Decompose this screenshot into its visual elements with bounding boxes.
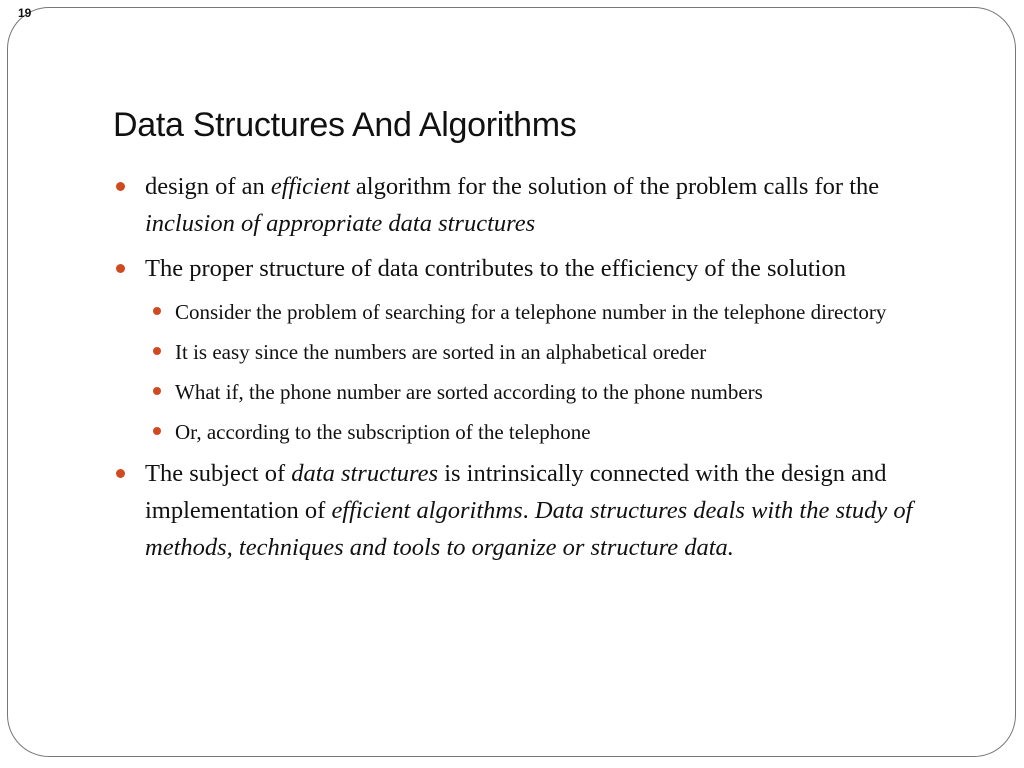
sub-bullet-item [113,335,973,369]
sub-bullet-item [113,375,973,409]
bullet-list [113,168,973,574]
bullet-item [113,455,973,566]
bullet-text: data structures [291,460,439,487]
bullet-dot-icon [116,264,125,273]
bullet-dot-icon [153,427,161,435]
bullet-text: is intrinsically connected with the design and implementation of [145,460,887,524]
bullet-dot-icon [153,347,161,355]
bullet-text: The subject of [145,460,292,487]
bullet-text: . [522,497,535,524]
bullet-text: The proper structure of data contributes to the efficiency of the solution [145,255,846,282]
slide-title: Data Structures And Algorithms [113,106,577,144]
sub-bullet-item [113,415,973,449]
bullet-text: Or, according to the subscription of the telephone [175,420,591,444]
sub-bullet-item [113,295,973,329]
bullet-text: It is easy since the numbers are sorted in an alphabetical oreder [175,340,707,364]
slide-number: 19 [18,6,32,20]
bullet-item [113,168,973,242]
bullet-dot-icon [153,307,161,315]
bullet-dot-icon [116,469,125,478]
bullet-item [113,250,973,287]
bullet-text: efficient [270,173,350,200]
bullet-text: inclusion of appropriate data structures [145,210,536,237]
bullet-text: What if, the phone number are sorted according to the phone numbers [175,380,763,404]
bullet-text: design of an [145,173,271,200]
bullet-text: Consider the problem of searching for a telephone number in the telephone directory [175,300,887,324]
bullet-text: efficient algorithms [331,497,523,524]
bullet-text: Data structures deals with the study of methods, techniques and tools to organize or structure data. [145,497,913,561]
bullet-text: algorithm for the solution of the problem calls for the [349,173,880,200]
bullet-dot-icon [153,387,161,395]
bullet-dot-icon [116,182,125,191]
